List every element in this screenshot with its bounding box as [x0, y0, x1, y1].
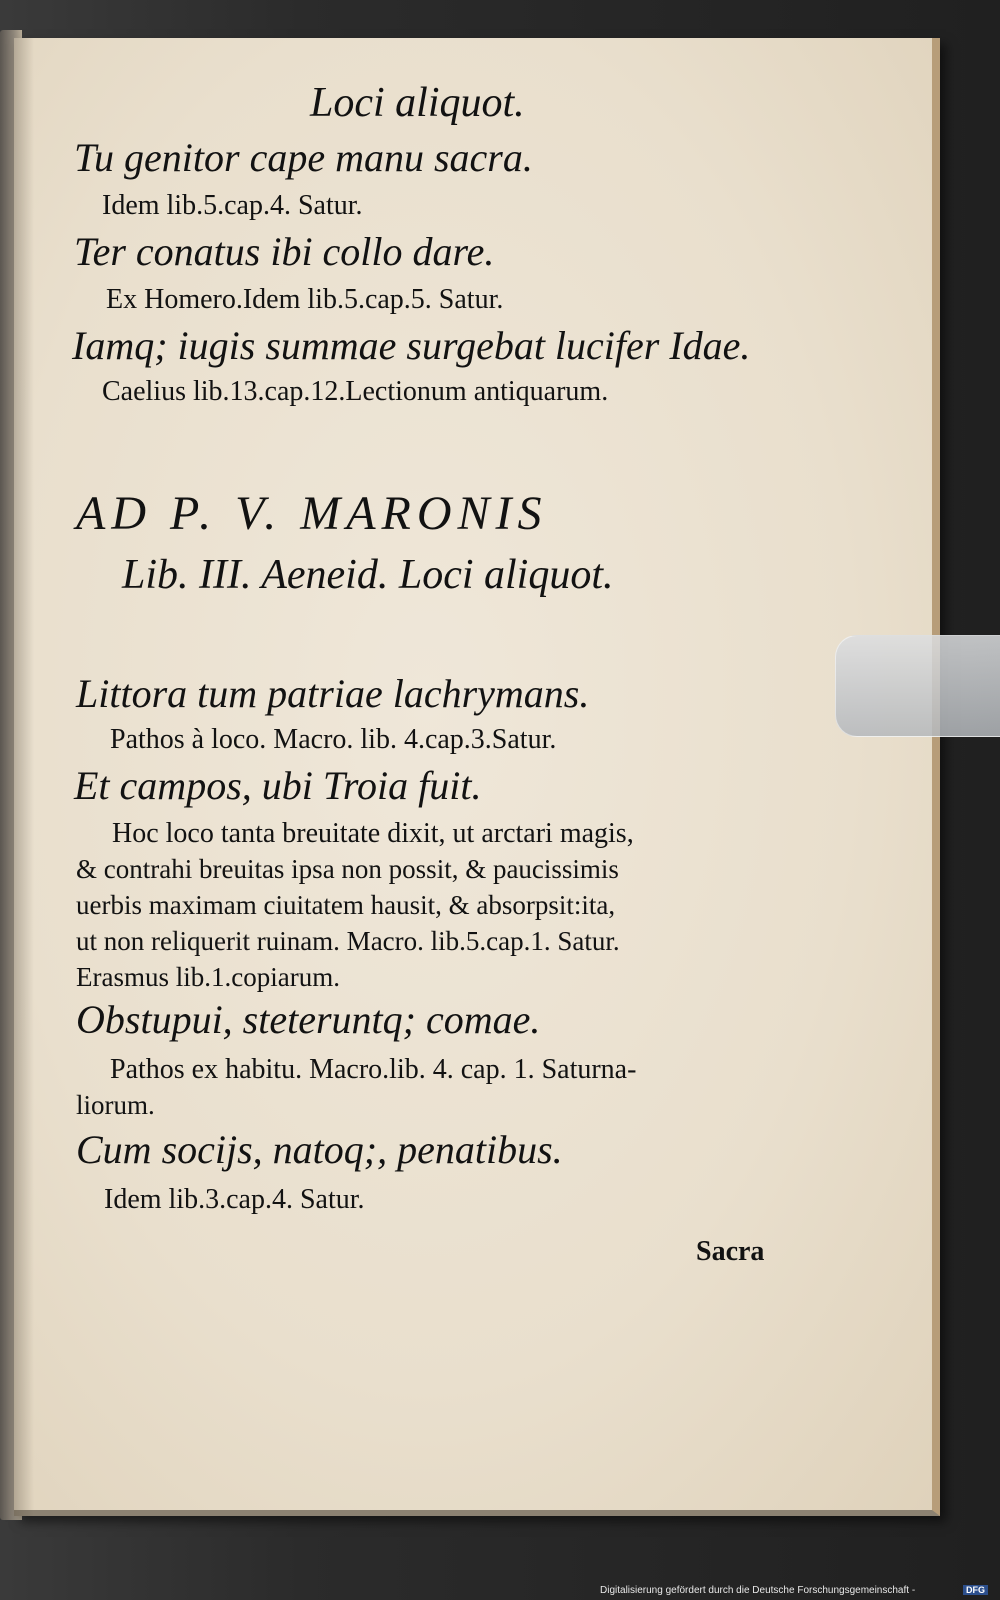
verse-line: Obstupui, steteruntq; comae.	[76, 997, 541, 1042]
note-line: Erasmus lib.1.copiarum.	[76, 962, 340, 992]
running-head: Loci aliquot.	[310, 80, 525, 126]
dfg-logo: DFG	[963, 1585, 988, 1595]
note-line: Idem lib.3.cap.4. Satur.	[104, 1184, 365, 1215]
digitization-credit: Digitalisierung gefördert durch die Deutsche Forschungsgemeinschaft -	[600, 1585, 916, 1596]
verse-line: Et campos, ubi Troia fuit.	[74, 763, 482, 808]
note-line: Idem lib.5.cap.4. Satur.	[102, 190, 363, 221]
note-line: ut non reliquerit ruinam. Macro. lib.5.cap.1. Satur.	[76, 926, 620, 956]
verse-line: Littora tum patriae lachrymans.	[76, 671, 590, 716]
note-line: Hoc loco tanta breuitate dixit, ut arctari magis,	[112, 818, 634, 849]
verse-line: Iamq; iugis summae surgebat lucifer Idae.	[72, 323, 751, 368]
note-line: & contrahi breuitas ipsa non possit, & paucissimis	[76, 854, 619, 884]
page-gutter-shadow	[14, 38, 34, 1516]
note-line: uerbis maximam ciuitatem hausit, & absorpsit:ita,	[76, 890, 616, 920]
section-subheading: Lib. III. Aeneid. Loci aliquot.	[122, 552, 614, 598]
catchword: Sacra	[696, 1236, 765, 1267]
verse-line: Cum socijs, natoq;, penatibus.	[76, 1127, 563, 1172]
note-line: Ex Homero.Idem lib.5.cap.5. Satur.	[106, 284, 504, 315]
verse-line: Tu genitor cape manu sacra.	[74, 135, 533, 180]
note-line: Pathos ex habitu. Macro.lib. 4. cap. 1. Saturna-	[110, 1054, 637, 1085]
page-tab-marker	[835, 635, 1000, 737]
note-line: Pathos à loco. Macro. lib. 4.cap.3.Satur.	[110, 724, 557, 755]
book-page	[14, 38, 940, 1516]
note-line: liorum.	[76, 1090, 155, 1120]
note-line: Caelius lib.13.cap.12.Lectionum antiquarum.	[102, 376, 609, 407]
verse-line: Ter conatus ibi collo dare.	[74, 229, 495, 274]
section-heading: AD P. V. MARONIS	[76, 487, 548, 540]
